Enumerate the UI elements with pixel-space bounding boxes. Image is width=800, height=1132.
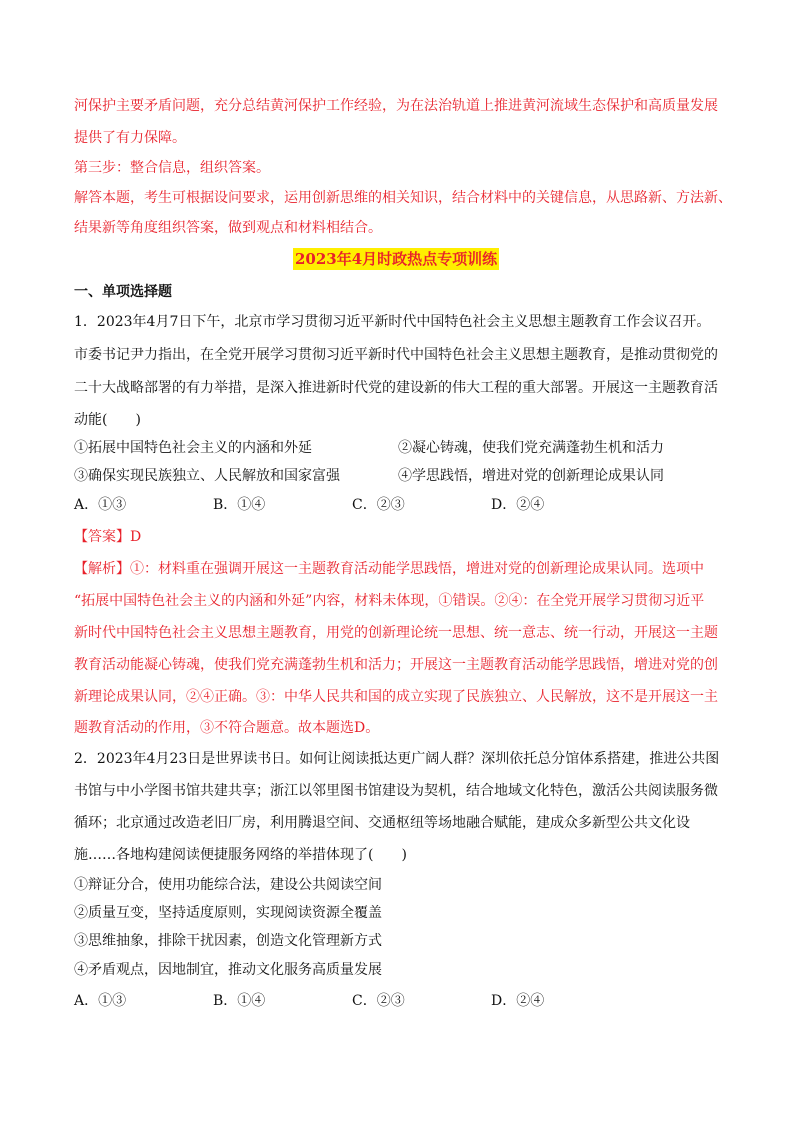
q1-statement: ②凝心铸魂，使我们党充满蓬勃生机和活力 [398, 440, 664, 456]
q2-stem-line: 书馆与中小学图书馆共建共享；浙江以邻里图书馆建设为契机，结合地域文化特色，激活公共阅读服务微 [74, 783, 718, 799]
q2-choice-b: B．①④ [213, 993, 266, 1009]
section-title: 2023年4月时政热点专项训练 [295, 250, 498, 268]
q1-choice-c: C．②③ [352, 497, 405, 513]
q1-choice-d: D．②④ [491, 497, 545, 513]
q2-stem-line: 2．2023年4月23日是世界读书日。如何让阅读抵达更广阔人群？深圳依托总分馆体系搭建，推进公共图 [74, 751, 720, 767]
intro-line: 提供了有力保障。 [74, 130, 186, 146]
q1-analysis-line: 新理论成果认同，②④正确。③：中华人民共和国的成立实现了民族独立、人民解放，这不是开展这一主 [74, 689, 718, 705]
intro-line: 结果新等角度组织答案，做到观点和材料相结合。 [74, 220, 382, 236]
q2-statement: ②质量互变，坚持适度原则，实现阅读资源全覆盖 [74, 905, 382, 921]
q1-analysis-line: 新时代中国特色社会主义思想主题教育，用党的创新理论统一思想、统一意志、统一行动，开展这一主题 [74, 625, 718, 641]
q1-stem-line: 二十大战略部署的有力举措，是深入推进新时代党的建设新的伟大工程的重大部署。开展这一主题教育活 [74, 380, 718, 396]
intro-line: 第三步：整合信息，组织答案。 [74, 160, 270, 176]
q1-analysis-line: 题教育活动的作用，③不符合题意。故本题选D。 [74, 720, 380, 736]
q1-answer: 【答案】D [74, 529, 142, 545]
q2-statement: ③思维抽象，排除干扰因素，创造文化管理新方式 [74, 933, 382, 949]
q2-stem-line: 施……各地构建阅读便捷服务网络的举措体现了( ) [74, 847, 407, 863]
q2-statement: ①辩证分合，使用功能综合法，建设公共阅读空间 [74, 877, 382, 893]
q2-choice-d: D．②④ [491, 993, 545, 1009]
q2-choice-c: C．②③ [352, 993, 405, 1009]
q1-analysis-line: “拓展中国特色社会主义的内涵和外延”内容，材料未体现，①错误。②④：在全党开展学习贯彻习近平 [74, 593, 705, 609]
q1-stem-line: 市委书记尹力指出，在全党开展学习贯彻习近平新时代中国特色社会主义思想主题教育，是推动贯彻党的 [74, 347, 718, 363]
q1-choice-b: B．①④ [213, 497, 266, 513]
q1-statement: ③确保实现民族独立、人民解放和国家富强 [74, 468, 340, 484]
q2-stem-line: 循环；北京通过改造老旧厂房，利用腾退空间、交通枢纽等场地融合赋能，建成众多新型公共文化设 [74, 815, 690, 831]
q1-analysis-line: 教育活动能凝心铸魂，使我们党充满蓬勃生机和活力；开展这一主题教育活动能学思践悟，增进对党的创 [74, 657, 718, 673]
q2-statement: ④矛盾观点，因地制宜，推动文化服务高质量发展 [74, 962, 382, 978]
section-heading: 一、单项选择题 [74, 284, 172, 300]
q1-choice-a: A．①③ [74, 497, 127, 513]
q1-statement: ④学思践悟，增进对党的创新理论成果认同 [398, 468, 664, 484]
intro-line: 解答本题，考生可根据设问要求，运用创新思维的相关知识，结合材料中的关键信息，从思路新、方法新、 [74, 190, 732, 206]
q1-analysis-line: 【解析】①：材料重在强调开展这一主题教育活动能学思践悟，增进对党的创新理论成果认同。选项中 [74, 561, 704, 577]
q1-stem-line: 1．2023年4月7日下午，北京市学习贯彻习近平新时代中国特色社会主义思想主题教育工作会议召开。 [74, 314, 711, 330]
q1-stem-line: 动能( ) [74, 412, 141, 428]
q1-statement: ①拓展中国特色社会主义的内涵和外延 [74, 440, 312, 456]
q2-choice-a: A．①③ [74, 993, 127, 1009]
intro-line: 河保护主要矛盾问题，充分总结黄河保护工作经验，为在法治轨道上推进黄河流域生态保护和高质量发展 [74, 98, 718, 114]
